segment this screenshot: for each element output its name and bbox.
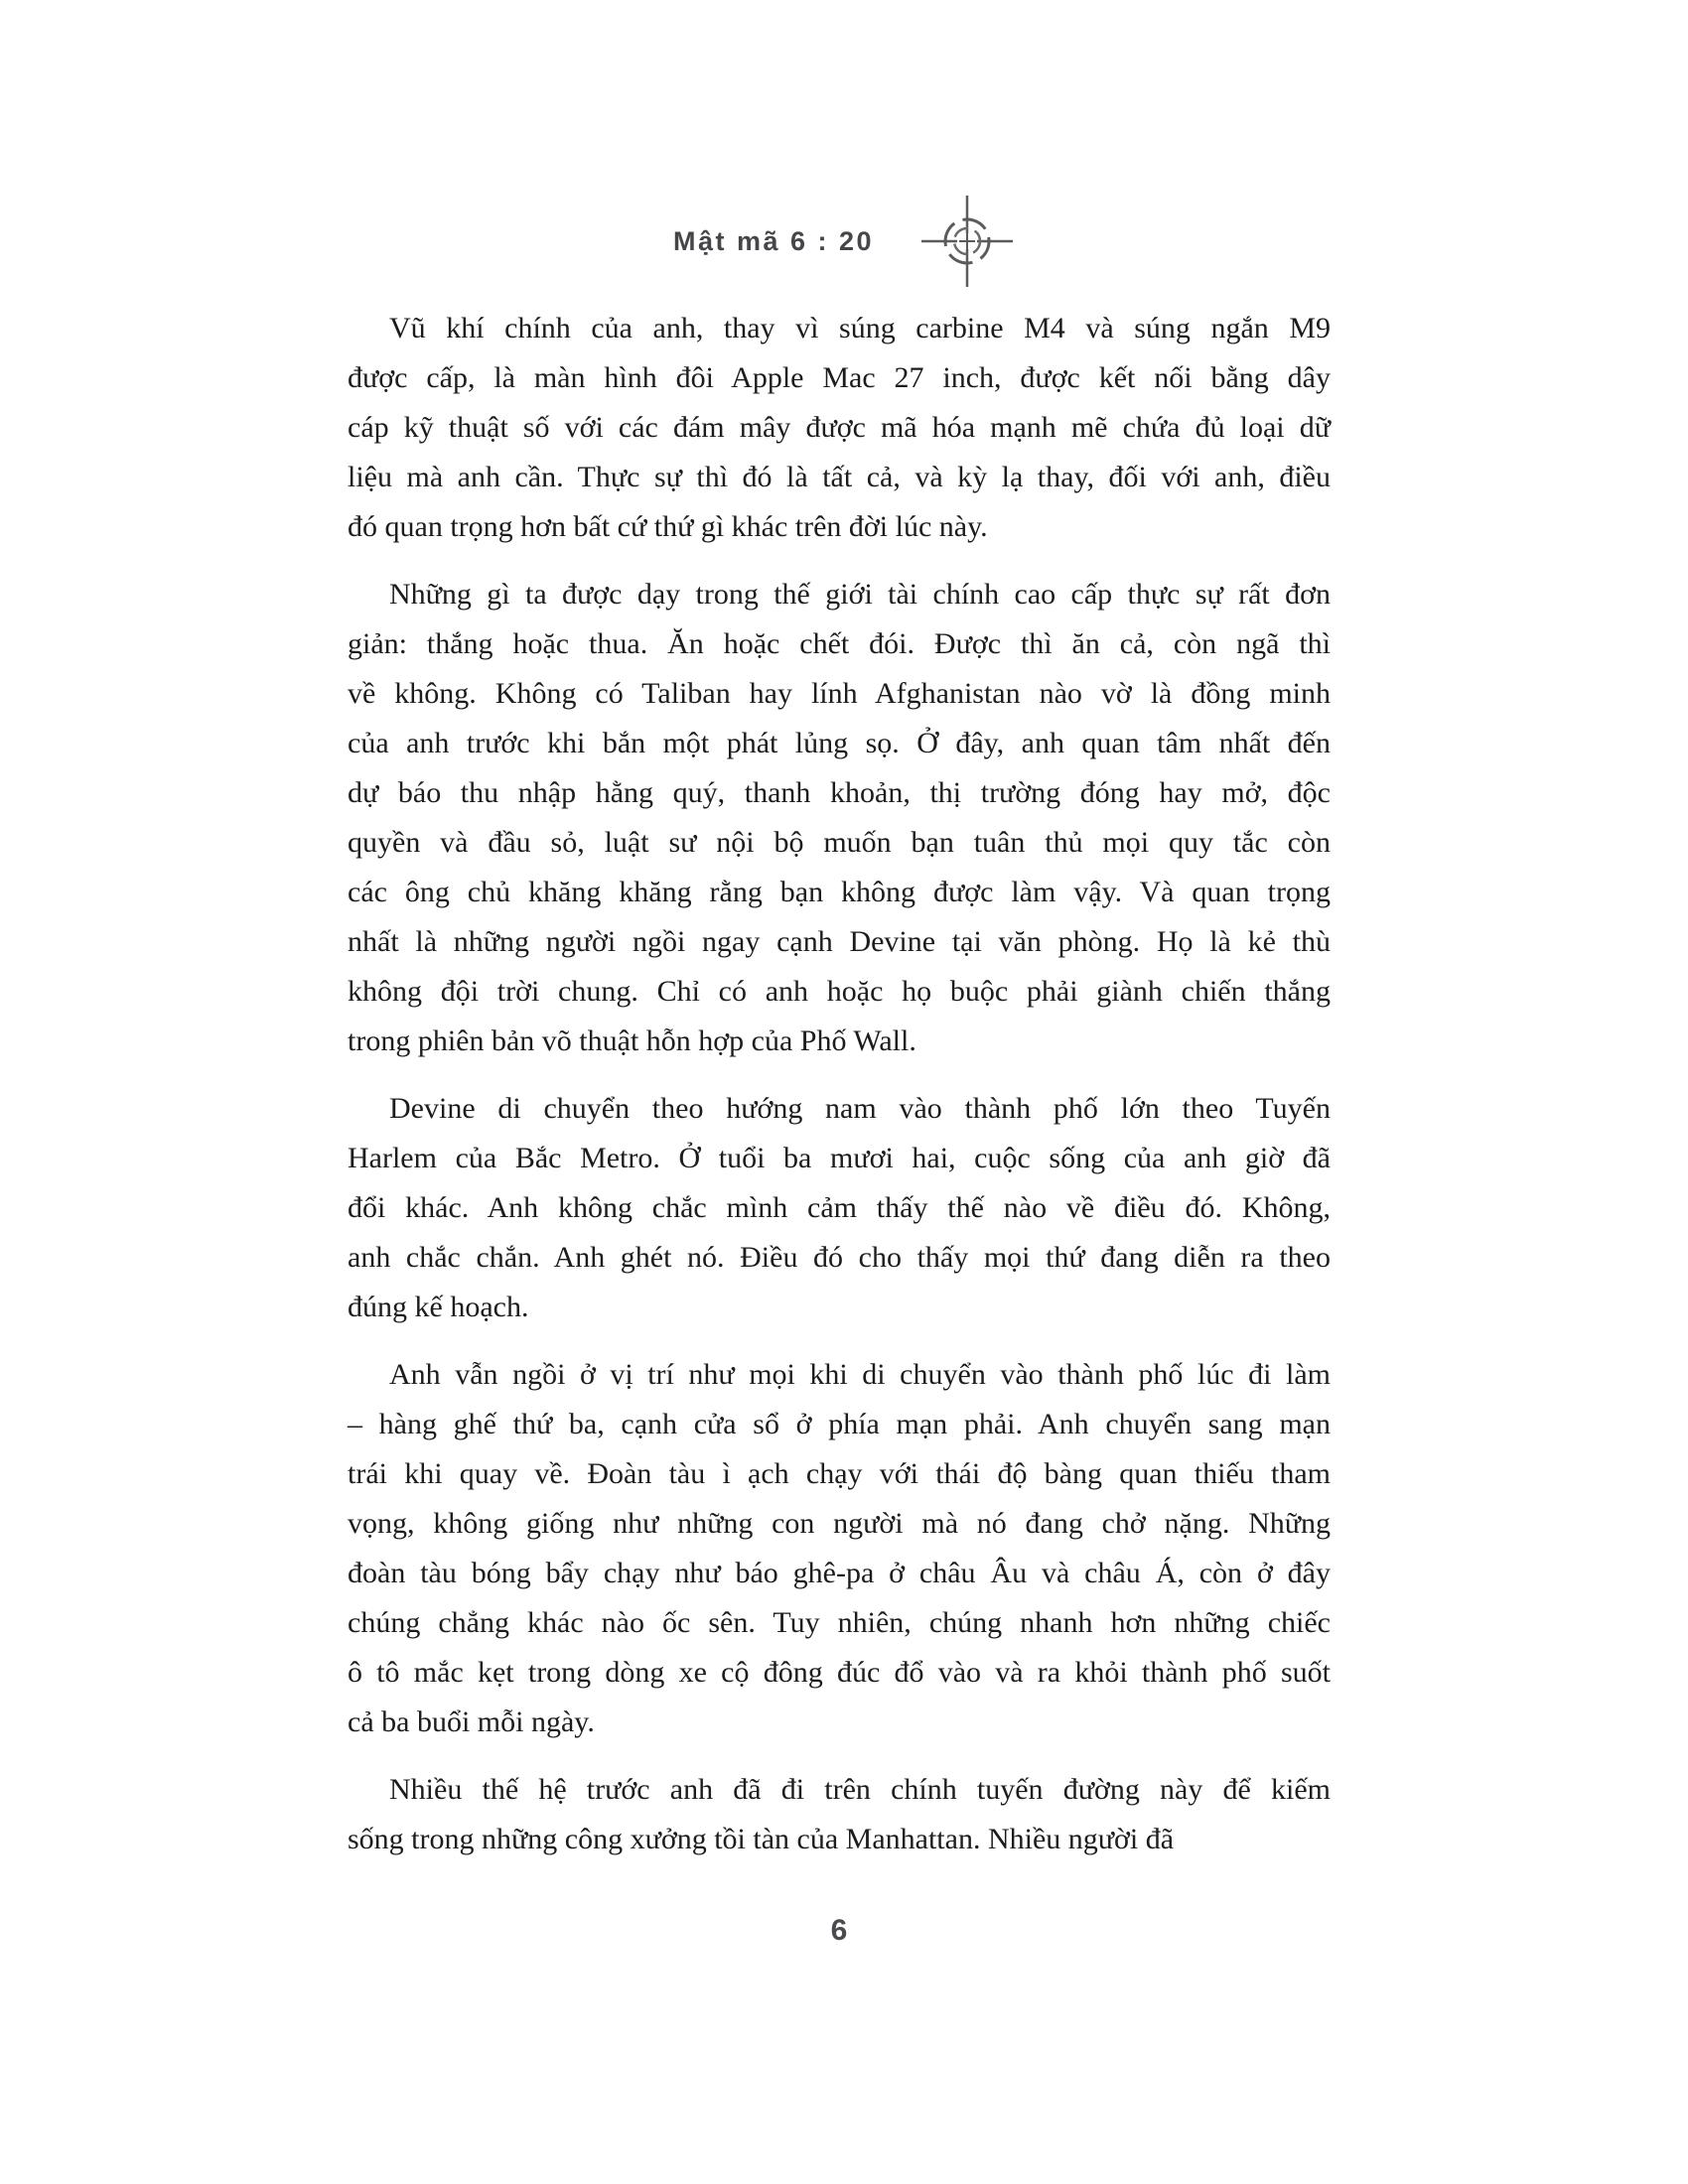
text-line: Anh vẫn ngồi ở vị trí như mọi khi di chuyển vào thành phố lúc đi làm	[389, 1358, 1331, 1391]
text-line: ô tô mắc kẹt trong dòng xe cộ đông đúc đổ vào và ra khỏi thành phố suốt	[348, 1656, 1331, 1689]
text-line: vọng, không giống như những con người mà nó đang chở nặng. Những	[348, 1507, 1331, 1540]
text-line: được cấp, là màn hình đôi Apple Mac 27 inch, được kết nối bằng dây	[348, 361, 1331, 394]
text-line: liệu mà anh cần. Thực sự thì đó là tất cả, và kỳ lạ thay, đối với anh, điều	[348, 461, 1331, 493]
crosshair-icon	[919, 194, 1015, 289]
page-content	[348, 304, 1331, 1882]
text-line: trong phiên bản võ thuật hỗn hợp của Phố Wall.	[348, 1024, 916, 1057]
text-line: Devine di chuyển theo hướng nam vào thành phố lớn theo Tuyến	[389, 1092, 1331, 1125]
running-head-title: Mật mã 6 : 20	[672, 225, 875, 256]
page-header	[0, 193, 1688, 290]
text-line: đổi khác. Anh không chắc mình cảm thấy thế nào về điều đó. Không,	[348, 1191, 1331, 1224]
text-line: nhất là những người ngồi ngay cạnh Devine tại văn phòng. Họ là kẻ thù	[348, 925, 1331, 958]
text-line: trái khi quay về. Đoàn tàu ì ạch chạy với thái độ bàng quan thiếu tham	[348, 1457, 1331, 1490]
text-line: Harlem của Bắc Metro. Ở tuổi ba mươi hai, cuộc sống của anh giờ đã	[348, 1142, 1331, 1174]
paragraph-2	[348, 570, 1331, 1066]
text-line: sống trong những công xưởng tồi tàn của Manhattan. Nhiều người đã	[348, 1823, 1175, 1855]
text-line: không đội trời chung. Chỉ có anh hoặc họ buộc phải giành chiến thắng	[348, 975, 1331, 1008]
text-line: – hàng ghế thứ ba, cạnh cửa sổ ở phía mạn phải. Anh chuyển sang mạn	[348, 1408, 1331, 1440]
text-line: Nhiều thế hệ trước anh đã đi trên chính tuyến đường này để kiếm	[389, 1773, 1331, 1806]
text-line: cáp kỹ thuật số với các đám mây được mã hóa mạnh mẽ chứa đủ loại dữ	[348, 411, 1331, 444]
text-line: đúng kế hoạch.	[348, 1291, 529, 1323]
text-line: cả ba buổi mỗi ngày.	[348, 1706, 595, 1738]
paragraph-4	[348, 1350, 1331, 1747]
text-line: giản: thắng hoặc thua. Ăn hoặc chết đói. Được thì ăn cả, còn ngã thì	[348, 627, 1331, 660]
text-line: về không. Không có Taliban hay lính Afghanistan nào vờ là đồng minh	[348, 677, 1331, 710]
text-line: chúng chẳng khác nào ốc sên. Tuy nhiên, chúng nhanh hơn những chiếc	[348, 1606, 1331, 1639]
text-line: Những gì ta được dạy trong thế giới tài chính cao cấp thực sự rất đơn	[389, 578, 1331, 611]
page-number: 6	[830, 1914, 848, 1947]
paragraph-3	[348, 1084, 1331, 1332]
paragraph-1	[348, 304, 1331, 552]
text-line: Vũ khí chính của anh, thay vì súng carbine M4 và súng ngắn M9	[389, 312, 1331, 344]
text-line: anh chắc chắn. Anh ghét nó. Điều đó cho thấy mọi thứ đang diễn ra theo	[348, 1241, 1331, 1274]
paragraph-5	[348, 1765, 1331, 1864]
text-line: của anh trước khi bắn một phát lủng sọ. Ở đây, anh quan tâm nhất đến	[348, 727, 1331, 759]
text-line: các ông chủ khăng khăng rằng bạn không được làm vậy. Và quan trọng	[348, 876, 1331, 908]
text-line: dự báo thu nhập hằng quý, thanh khoản, thị trường đóng hay mở, độc	[348, 776, 1331, 809]
text-line: đoàn tàu bóng bẩy chạy như báo ghê-pa ở châu Âu và châu Á, còn ở đây	[348, 1557, 1331, 1589]
text-line: đó quan trọng hơn bất cứ thứ gì khác trên đời lúc này.	[348, 510, 988, 543]
text-line: quyền và đầu sỏ, luật sư nội bộ muốn bạn tuân thủ mọi quy tắc còn	[348, 826, 1331, 859]
